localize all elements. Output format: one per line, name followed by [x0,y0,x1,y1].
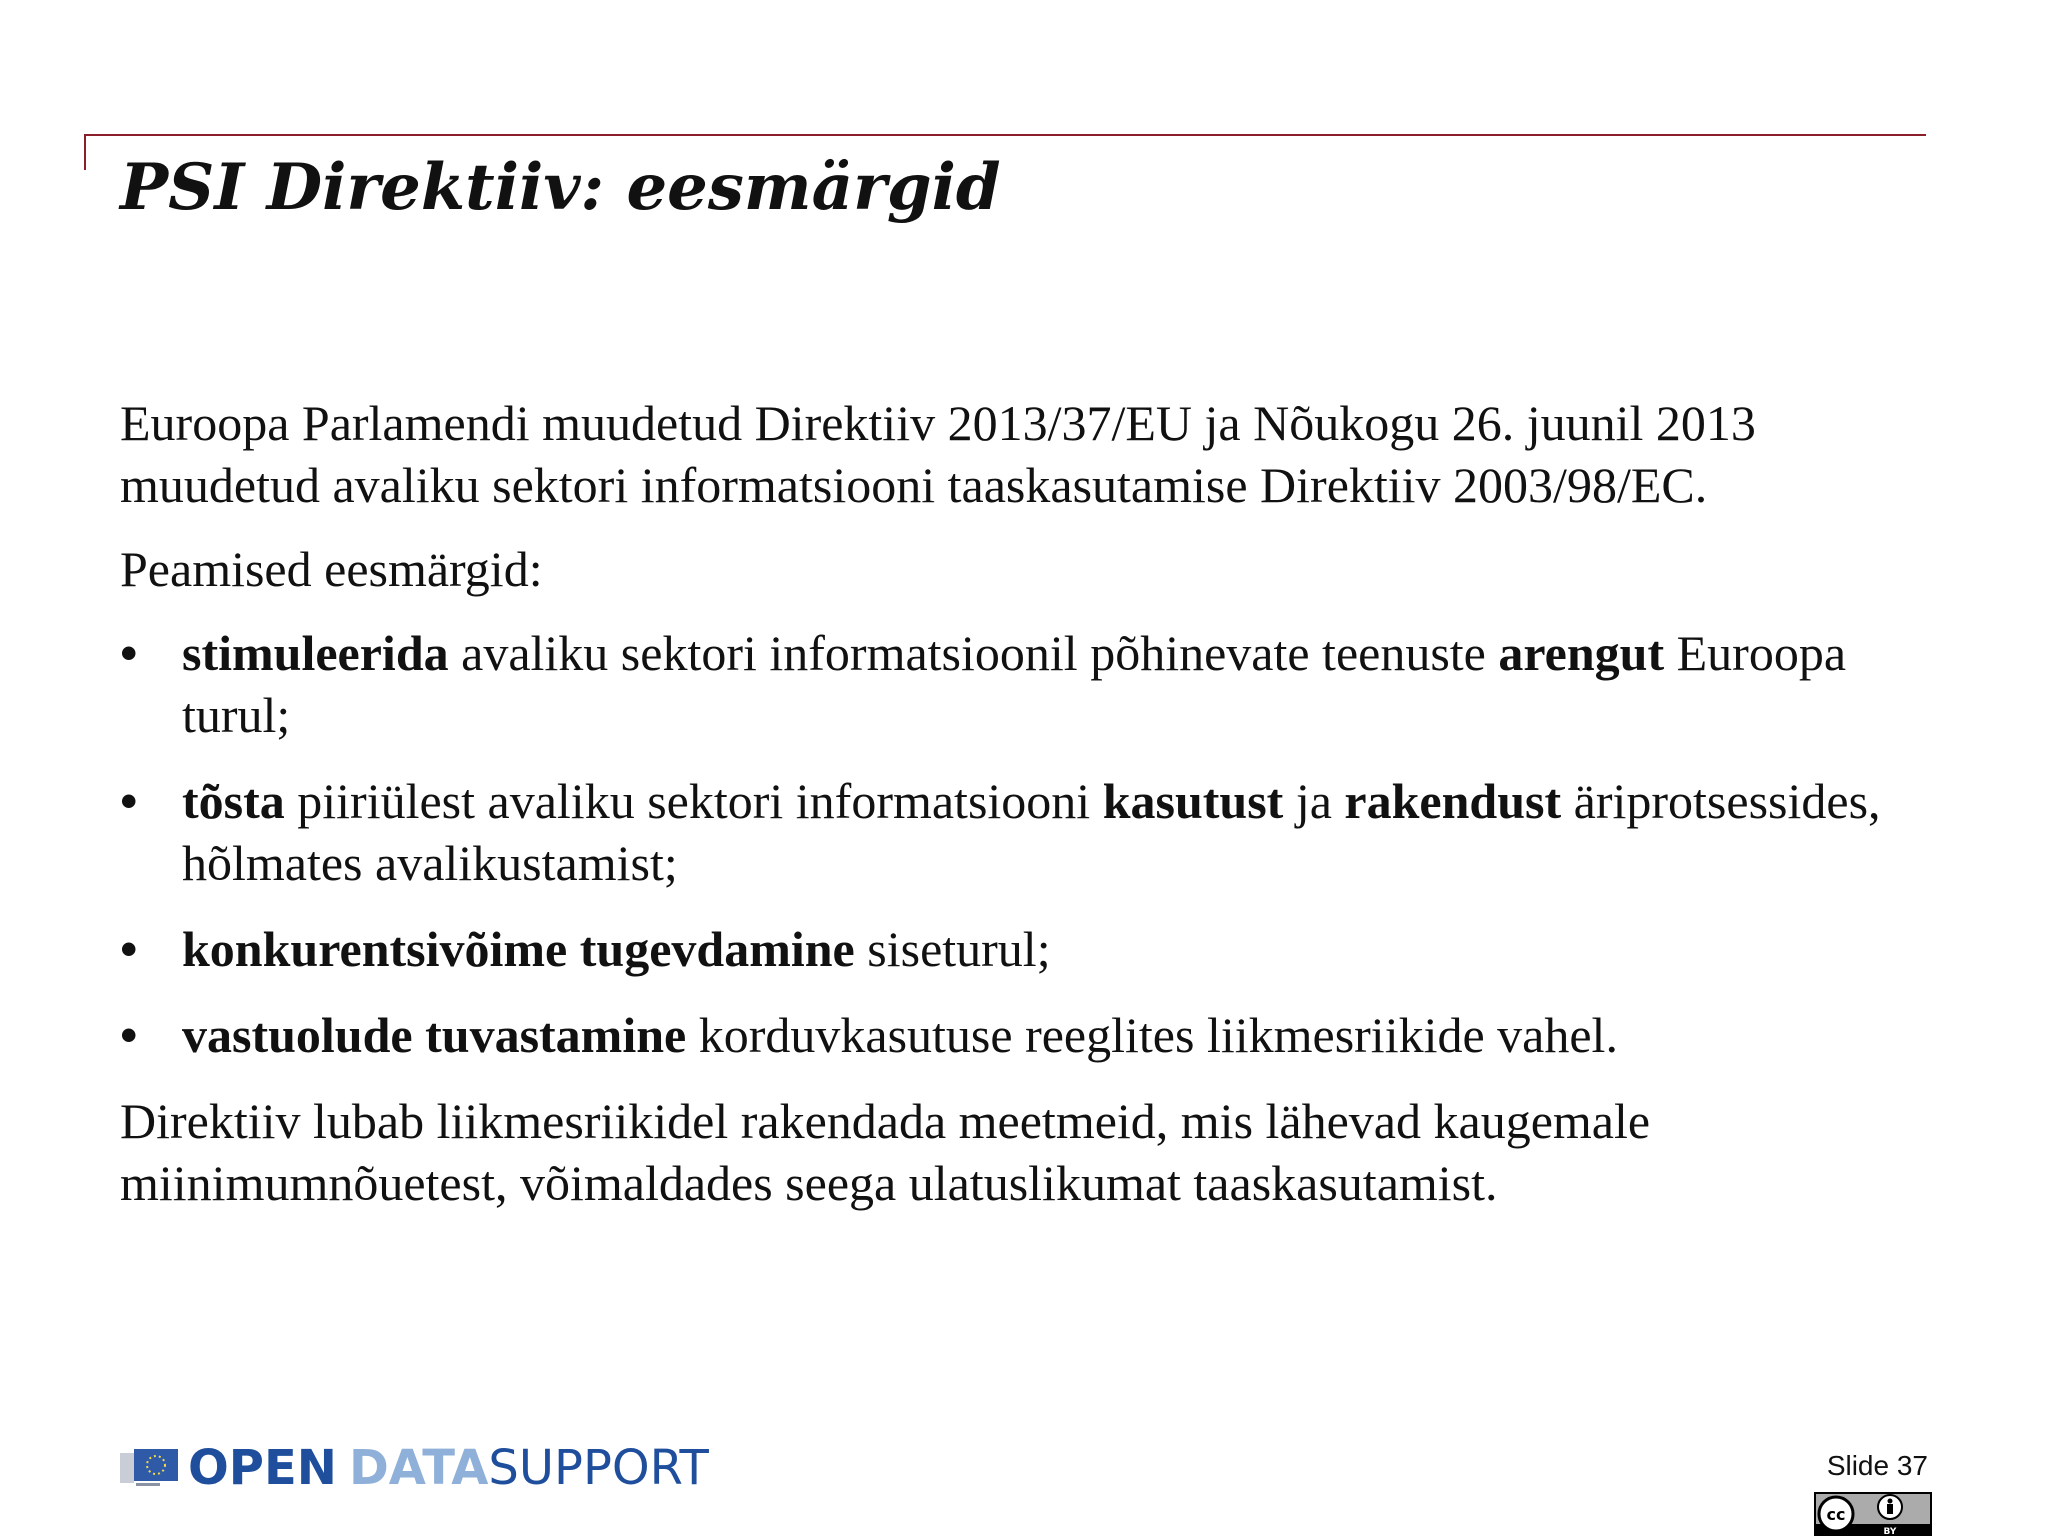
bullet-text: korduvkasutuse reeglites liikmesriikide vahel. [686,1007,1618,1063]
eu-flag-icon [120,1447,178,1489]
goals-list [120,622,1940,1066]
bullet-keyword: vastuolude tuvastamine [182,1007,687,1063]
svg-text:cc: cc [1826,1505,1846,1524]
bullet-text: ja [1283,773,1345,829]
bullet-keyword: arengut [1498,625,1665,681]
cc-by-icon [1814,1492,1932,1536]
slide-title: PSI Direktiiv: eesmärgid [120,150,1001,225]
goal-bullet [120,1004,1940,1066]
bullet-marker: • [120,921,138,977]
bullet-keyword: kasutust [1102,773,1284,829]
bullet-keyword: rakendust [1344,773,1562,829]
closing-paragraph: Direktiiv lubab liikmesriikidel rakendada meetmeid, mis lähevad kaugemale miinimumnõuetest, võimaldades seega ulatuslikumat taaskasutamist. [120,1093,1651,1211]
cc-by-label: BY [1883,1527,1897,1536]
logo-data: DATA [348,1440,489,1496]
open-data-support-logo [120,1438,709,1498]
bullet-keyword: tõsta [182,773,285,829]
goal-bullet [120,770,1940,894]
title-rule [84,134,1926,136]
goal-bullet [120,918,1940,980]
bullet-marker: • [120,1007,138,1063]
goal-bullet [120,622,1940,746]
bullet-keyword: stimuleerida [182,625,449,681]
bullet-marker: • [120,625,138,681]
bullet-text: siseturul; [854,921,1051,977]
intro-paragraph: Euroopa Parlamendi muudetud Direktiiv 2013/37/EU ja Nõukogu 26. juunil 2013 muudetud avaliku sektori informatsiooni taaskasutamise Direktiiv 2003/98/EC. [120,395,1756,513]
slide-number: Slide 37 [1826,1450,1928,1481]
bullet-text: äriprotsessides, hõlmates avalikustamist; [182,773,1881,891]
goals-heading: Peamised eesmärgid: [120,541,543,597]
slide-body [120,392,1940,1236]
bullet-text: avaliku sektori informatsioonil põhinevate teenuste [448,625,1499,681]
bullet-keyword: konkurentsivõime tugevdamine [182,921,855,977]
bullet-marker: • [120,773,138,829]
bullet-text: piiriülest avaliku sektori informatsiooni [284,773,1103,829]
logo-open: OPEN [188,1440,337,1496]
title-rule-corner [84,134,86,170]
bullet-text: Euroopa turul; [182,625,1847,743]
logo-support: SUPPORT [488,1440,709,1496]
logo-wordmark [188,1440,709,1496]
